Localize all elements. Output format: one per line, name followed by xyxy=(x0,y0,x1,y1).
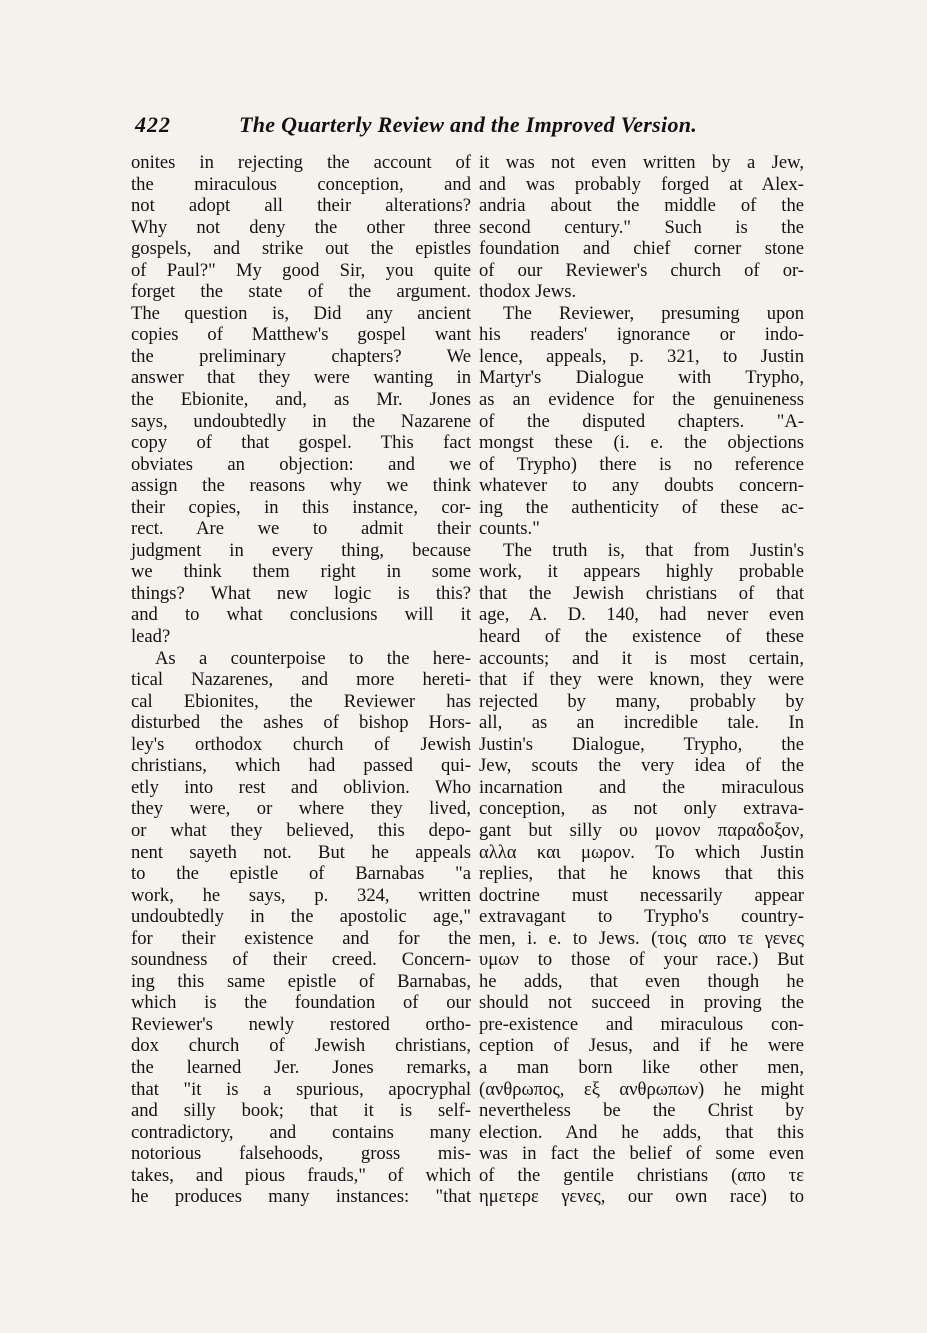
text-line: gospels, and strike out the epistles xyxy=(131,238,471,260)
text-line: obviates an objection: and we xyxy=(131,453,471,475)
text-line: pre-existence and miraculous con- xyxy=(479,1013,804,1035)
text-line: αλλα και μωρον. To which Justin xyxy=(479,841,804,863)
text-line: Martyr's Dialogue with Trypho, xyxy=(479,367,804,389)
running-title: The Quarterly Review and the Improved Version. xyxy=(239,112,698,137)
text-line: that the Jewish christians of that xyxy=(479,582,804,604)
text-line: the learned Jer. Jones remarks, xyxy=(131,1056,471,1078)
text-line: dox church of Jewish christians, xyxy=(131,1035,471,1057)
text-line: The Reviewer, presuming upon xyxy=(503,302,804,324)
page-header xyxy=(135,112,815,148)
text-line: a man born like other men, xyxy=(479,1056,804,1078)
text-line: which is the foundation of our xyxy=(131,992,471,1014)
text-line: that "it is a spurious, apocryphal xyxy=(131,1078,471,1100)
text-line: gant but silly ου μονον παραδοξον, xyxy=(479,819,804,841)
text-line: ception of Jesus, and if he were xyxy=(479,1035,804,1057)
text-line: assign the reasons why we think xyxy=(131,475,471,497)
text-line: election. And he adds, that this xyxy=(479,1121,804,1143)
text-line: as an evidence for the genuineness xyxy=(479,389,804,411)
text-line: ing the authenticity of these ac- xyxy=(479,496,804,518)
text-line: of the gentile christians (απο τε xyxy=(479,1164,804,1186)
text-line: answer that they were wanting in xyxy=(131,367,471,389)
text-line: not adopt all their alterations? xyxy=(131,195,471,217)
text-line: etly into rest and oblivion. Who xyxy=(131,776,471,798)
text-line: incarnation and the miraculous xyxy=(479,776,804,798)
text-line: copy of that gospel. This fact xyxy=(131,432,471,454)
text-line: forget the state of the argument. xyxy=(131,281,471,303)
text-line: all, as an incredible tale. In xyxy=(479,712,804,734)
text-line: replies, that he knows that this xyxy=(479,863,804,885)
text-line: υμων to those of your race.) But xyxy=(479,949,804,971)
text-line: onites in rejecting the account of xyxy=(131,152,471,173)
text-line: lead? xyxy=(131,626,171,648)
text-line: men, i. e. to Jews. (τοις απο τε γενες xyxy=(479,927,804,949)
text-line: (ανθρωπος, εξ ανθρωπων) he might xyxy=(479,1078,804,1100)
text-line: tical Nazarenes, and more hereti- xyxy=(131,669,471,691)
text-line: nevertheless be the Christ by xyxy=(479,1100,804,1122)
page-number: 422 xyxy=(135,112,171,137)
text-line: of the disputed chapters. "A- xyxy=(479,410,804,432)
text-line: whatever to any doubts concern- xyxy=(479,475,804,497)
text-line: work, it appears highly probable xyxy=(479,561,804,583)
text-line: cal Ebionites, the Reviewer has xyxy=(131,690,471,712)
text-line: second century." Such is the xyxy=(479,216,804,238)
text-line: disturbed the ashes of bishop Hors- xyxy=(131,712,471,734)
text-line: of our Reviewer's church of or- xyxy=(479,259,804,281)
text-line: accounts; and it is most certain, xyxy=(479,647,804,669)
text-line: he produces many instances: "that xyxy=(131,1186,471,1208)
text-line: rejected by many, probably by xyxy=(479,690,804,712)
text-line: thodox Jews. xyxy=(479,281,577,303)
text-line: Reviewer's newly restored ortho- xyxy=(131,1013,471,1035)
text-line: their copies, in this instance, cor- xyxy=(131,496,471,518)
text-line: copies of Matthew's gospel want xyxy=(131,324,471,346)
text-line: extravagant to Trypho's country- xyxy=(479,906,804,928)
text-line: christians, which had passed qui- xyxy=(131,755,471,777)
text-line: it was not even written by a Jew, xyxy=(479,152,804,173)
text-line: heard of the existence of these xyxy=(479,626,804,648)
text-line: andria about the middle of the xyxy=(479,195,804,217)
right-text-column xyxy=(479,152,804,1208)
text-line: the Ebionite, and, as Mr. Jones xyxy=(131,389,471,411)
text-line: notorious falsehoods, gross mis- xyxy=(131,1143,471,1165)
text-line: The question is, Did any ancient xyxy=(131,302,471,324)
text-line: the miraculous conception, and xyxy=(131,173,471,195)
text-line: counts." xyxy=(479,518,540,540)
text-line: Jew, scouts the very idea of the xyxy=(479,755,804,777)
text-line: Justin's Dialogue, Trypho, the xyxy=(479,733,804,755)
text-line: soundness of their creed. Concern- xyxy=(131,949,471,971)
text-line: was in fact the belief of some even xyxy=(479,1143,804,1165)
text-line: and silly book; that it is self- xyxy=(131,1100,471,1122)
left-text-column xyxy=(131,152,471,1208)
text-line: for their existence and for the xyxy=(131,927,471,949)
text-line: takes, and pious frauds," of which xyxy=(131,1164,471,1186)
text-line: things? What new logic is this? xyxy=(131,582,471,604)
text-line: and was probably forged at Alex- xyxy=(479,173,804,195)
text-line: contradictory, and contains many xyxy=(131,1121,471,1143)
text-line: we think them right in some xyxy=(131,561,471,583)
text-line: rect. Are we to admit their xyxy=(131,518,471,540)
text-line: age, A. D. 140, had never even xyxy=(479,604,804,626)
text-line: nent sayeth not. But he appeals xyxy=(131,841,471,863)
text-line: or what they believed, this depo- xyxy=(131,819,471,841)
text-line: says, undoubtedly in the Nazarene xyxy=(131,410,471,432)
text-line: should not succeed in proving the xyxy=(479,992,804,1014)
text-line: Why not deny the other three xyxy=(131,216,471,238)
text-line: to the epistle of Barnabas "a xyxy=(131,863,471,885)
text-line: lence, appeals, p. 321, to Justin xyxy=(479,345,804,367)
text-line: of Paul?" My good Sir, you quite xyxy=(131,259,471,281)
text-line: judgment in every thing, because xyxy=(131,539,471,561)
text-line: that if they were known, they were xyxy=(479,669,804,691)
text-line: he adds, that even though he xyxy=(479,970,804,992)
text-line: undoubtedly in the apostolic age," xyxy=(131,906,471,928)
text-line: The truth is, that from Justin's xyxy=(503,539,804,561)
text-line: mongst these (i. e. the objections xyxy=(479,432,804,454)
text-line: his readers' ignorance or indo- xyxy=(479,324,804,346)
text-line: of Trypho) there is no reference xyxy=(479,453,804,475)
text-line: work, he says, p. 324, written xyxy=(131,884,471,906)
text-line: ley's orthodox church of Jewish xyxy=(131,733,471,755)
text-line: doctrine must necessarily appear xyxy=(479,884,804,906)
text-line: ημετερε γενες, our own race) to xyxy=(479,1186,804,1208)
text-line: they were, or where they lived, xyxy=(131,798,471,820)
text-line: ing this same epistle of Barnabas, xyxy=(131,970,471,992)
text-line: As a counterpoise to the here- xyxy=(155,647,471,669)
text-line: the preliminary chapters? We xyxy=(131,345,471,367)
text-line: foundation and chief corner stone xyxy=(479,238,804,260)
text-line: conception, as not only extrava- xyxy=(479,798,804,820)
text-line: and to what conclusions will it xyxy=(131,604,471,626)
